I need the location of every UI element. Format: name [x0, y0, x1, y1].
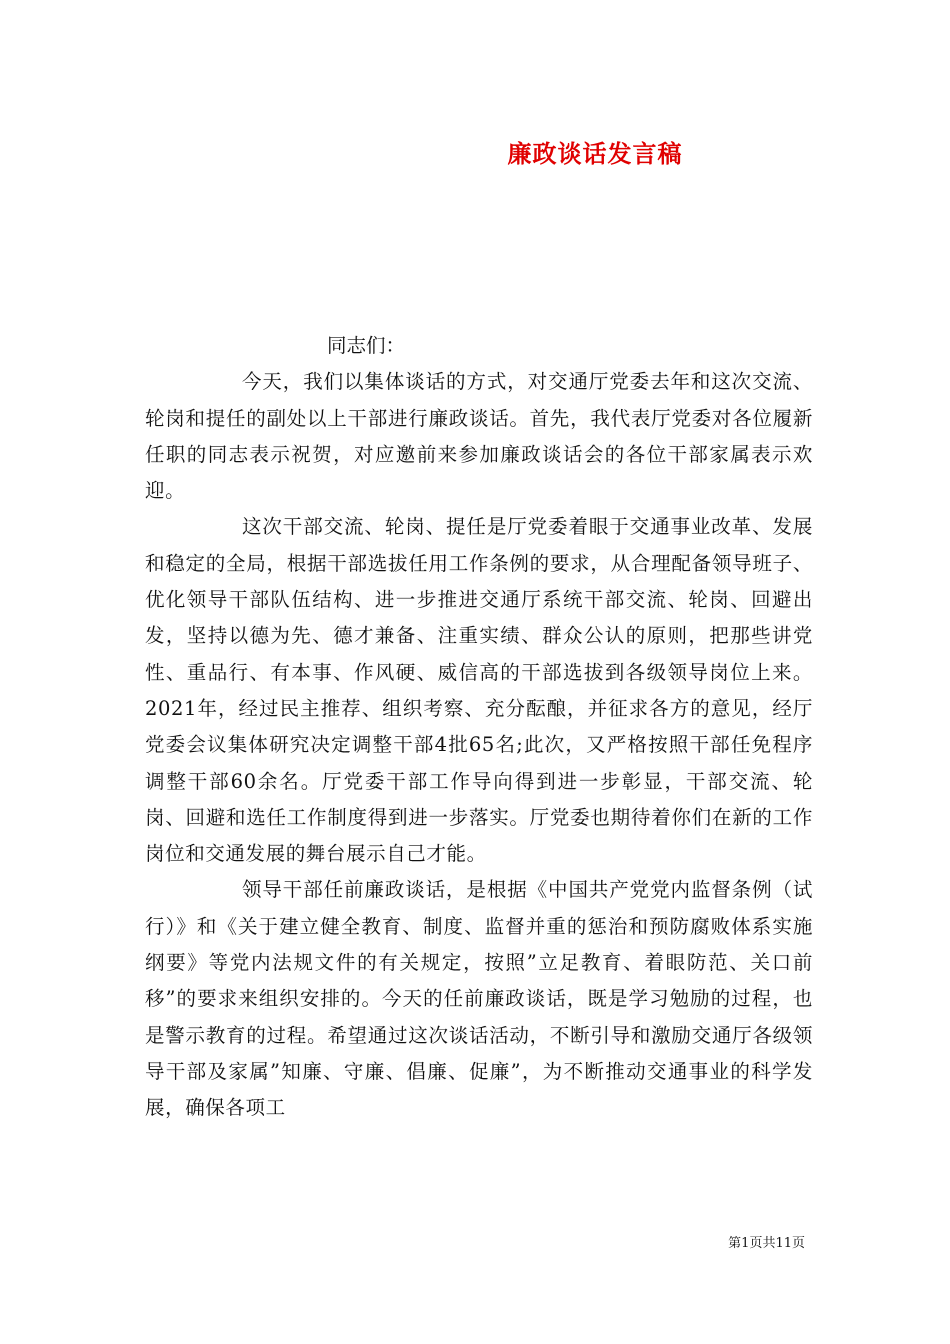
paragraph-3: 领导干部任前廉政谈话，是根据《中国共产党党内监督条例（试行）》和《关于建立健全教育、制度、监督并重的惩治和预防腐败体系实施纲要》等党内法规文件的有关规定，按照”立足教育、着眼防范、关口前移”的要求来组织安排的。今天的任前廉政谈话，既是学习勉励的过程，也是警示教育的过程。希望通过这次谈话活动，不断引导和激励交通厅各级领导干部及家属”知廉、守廉、倡廉、促廉”，为不断推动交通事业的科学发展，确保各项工 — [145, 878, 813, 1120]
document-title — [0, 134, 950, 169]
document-title-text: 廉政谈话发言稿 — [507, 139, 683, 168]
page-number-footer: 第1页共11页 — [728, 1236, 805, 1251]
paragraph-1: 今天，我们以集体谈话的方式，对交通厅党委去年和这次交流、轮岗和提任的副处以上干部进行廉政谈话。首先，我代表厅党委对各位履新任职的同志表示祝贺，对应邀前来参加廉政谈话会的各位干部家属表示欢迎。 — [145, 370, 813, 503]
paragraph-2: 这次干部交流、轮岗、提任是厅党委着眼于交通事业改革、发展和稳定的全局，根据干部选拔任用工作条例的要求，从合理配备领导班子、优化领导干部队伍结构、进一步推进交通厅系统干部交流、轮岗、回避出发，坚持以德为先、德才兼备、注重实绩、群众公认的原则，把那些讲党性、重品行、有本事、作风硬、威信高的干部选拔到各级领导岗位上来。2021年，经过民主推荐、组织考察、充分酝酿，并征求各方的意见，经厅党委会议集体研究决定调整干部4批65名;此次，又严格按照干部任免程序调整干部60余名。厅党委干部工作导向得到进一步彰显，干部交流、轮岗、回避和选任工作制度得到进一步落实。厅党委也期待着你们在新的工作岗位和交通发展的舞台展示自己才能。 — [145, 515, 813, 866]
document-body — [145, 328, 813, 1127]
salutation: 同志们： — [327, 334, 406, 357]
